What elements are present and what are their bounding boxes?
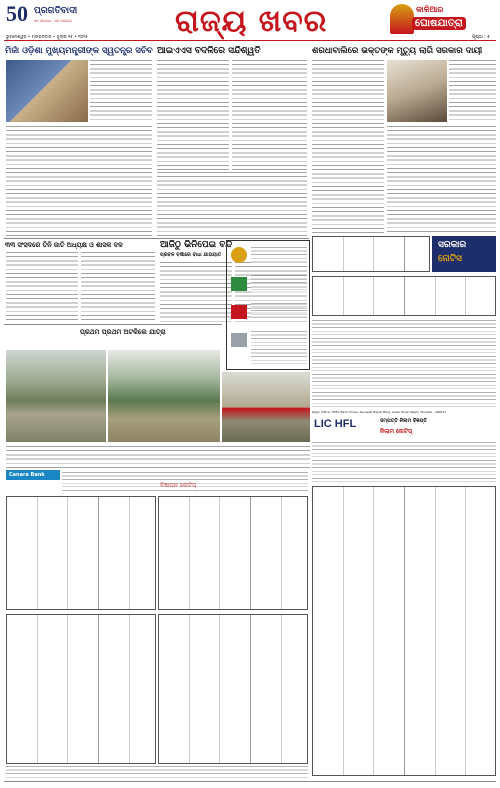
story-4-text-a: [6, 252, 78, 322]
headline-3: ଶରଧାବାଲିରେ ଭକ୍ତଙ୍କ ମୃତ୍ୟୁ ଲାଗି ସରକାର ଦାୟୀ: [312, 46, 483, 56]
sensex-rates: [251, 275, 307, 293]
story-3-text-a: [312, 60, 384, 235]
story-5-text-a: [160, 262, 232, 322]
flood-photo-2: [108, 350, 220, 442]
gold-icon: [231, 247, 247, 263]
row-divider-2: [4, 324, 222, 325]
paper-logo: [6, 3, 96, 29]
bank-notice-footer: [6, 766, 308, 778]
page-number: ପୃଷ୍ଠା : ୫: [472, 35, 490, 40]
headline-5: ଆଜିଠୁ ଭିନିପେଇ ବନ୍ଦ: [160, 240, 233, 250]
anniversary-number: 50: [6, 1, 28, 26]
promo-badge-icon: [390, 4, 414, 34]
canara-logo: Canara Bank: [6, 470, 60, 480]
hdfc-footer: Regd. Office: HDFC Bank House, Senapati Bapat Marg, Lower Parel (West), Mumbai - 400013: [312, 410, 446, 414]
masthead-divider: [4, 40, 496, 41]
story-2-text-c: [157, 172, 307, 236]
market-widget: [226, 240, 310, 370]
dateline: ଭୁବନେଶ୍ୱର • ମଙ୍ଗଳବାର • ଜୁଲାଇ ୧୫ • ୨୦୨୫: [6, 34, 88, 39]
bank-notice-table-2: [158, 496, 308, 610]
photo-captions: [6, 446, 310, 468]
lichfl-heading-2: ନିଲାମ ନୋଟିସ୍: [380, 428, 412, 435]
promo-line-2: ଘୋଷଯାତ୍ରା: [412, 17, 466, 30]
headline-4: ୩୩ ସଂସଦରେ ତିନି ଜାତି ଅଧ୍ୟକ୍ଷ ଓ ଶାସକ ଦଳ: [5, 241, 123, 249]
gold-rates: [251, 247, 307, 265]
paper-name: ପ୍ରଗତିବାଦୀ: [34, 6, 78, 16]
sensex-icon: [231, 277, 247, 291]
lichfl-table: [312, 486, 496, 776]
bank-notice-table-3: [6, 614, 156, 764]
silver-rates: [251, 331, 307, 365]
headline-1: ମିର୍ଜା ଓଡ଼ିଶା ମୁଖ୍ୟମନ୍ତ୍ରୀଙ୍କ ସ୍ୱତନ୍ତ୍ର ସଚିବ: [5, 46, 153, 56]
story-1-text-a: [90, 60, 152, 122]
story-1-text-b: [6, 126, 152, 236]
bank-notice-table-1: [6, 496, 156, 610]
lichfl-heading-1: ସମ୍ପତ୍ତି ନିଲାମ ବିଜ୍ଞପ୍ତି: [380, 418, 427, 424]
section-title: ରାଜ୍ୟ ଖବର: [175, 4, 328, 39]
lichfl-logo: LIC HFL: [314, 418, 357, 430]
lichfl-notice-intro: [312, 442, 496, 482]
bank-notice-table-4: [158, 614, 308, 764]
story-1-photo: [6, 60, 88, 122]
headline-2: ଆଇଏଏସ ବଦଳିରେ ସନ୍ଦିଶ୍ୱତି: [157, 46, 261, 56]
sarkar-notice-badge: [432, 236, 496, 272]
paper-tagline: ଜନ ଜାଗରଣ · ଜନ ଜାଗରଣ: [34, 19, 72, 23]
flood-photo-main: [6, 350, 106, 442]
story-2-text-a: [157, 60, 229, 170]
row-divider-1: [4, 238, 309, 239]
nifty-rates: [251, 303, 307, 321]
rath-yatra-promo: [390, 2, 472, 36]
flood-photo-3: [222, 372, 310, 442]
page-bottom-rule: [4, 781, 496, 782]
promo-line-1: କାଳିଆର: [416, 5, 444, 14]
masthead: [0, 0, 500, 46]
nifty-icon: [231, 305, 247, 319]
subhead-5: ପ୍ରବଳ ବର୍ଷାରେ ବାଧା ଯାତାୟାତ: [160, 252, 222, 258]
bank-notice-intro: [62, 472, 308, 492]
headline-6: ପ୍ରଥମ ପ୍ରଥମ ଅଟକିଲେ ଯାତ୍ରା: [80, 328, 166, 336]
tender-table-2: [312, 276, 496, 316]
story-3-text-b: [449, 60, 496, 122]
story-3-text-c: [387, 126, 496, 235]
story-4-text-b: [81, 252, 155, 322]
sarkar-line-2: ନୋଟିସ: [438, 254, 462, 264]
sarkar-line-1: ସରକାର: [438, 240, 467, 250]
tender-notice-text: [312, 320, 496, 408]
story-2-text-b: [232, 60, 307, 170]
story-3-photo: [387, 60, 447, 122]
silver-icon: [231, 333, 247, 347]
tender-table-1: [312, 236, 430, 272]
